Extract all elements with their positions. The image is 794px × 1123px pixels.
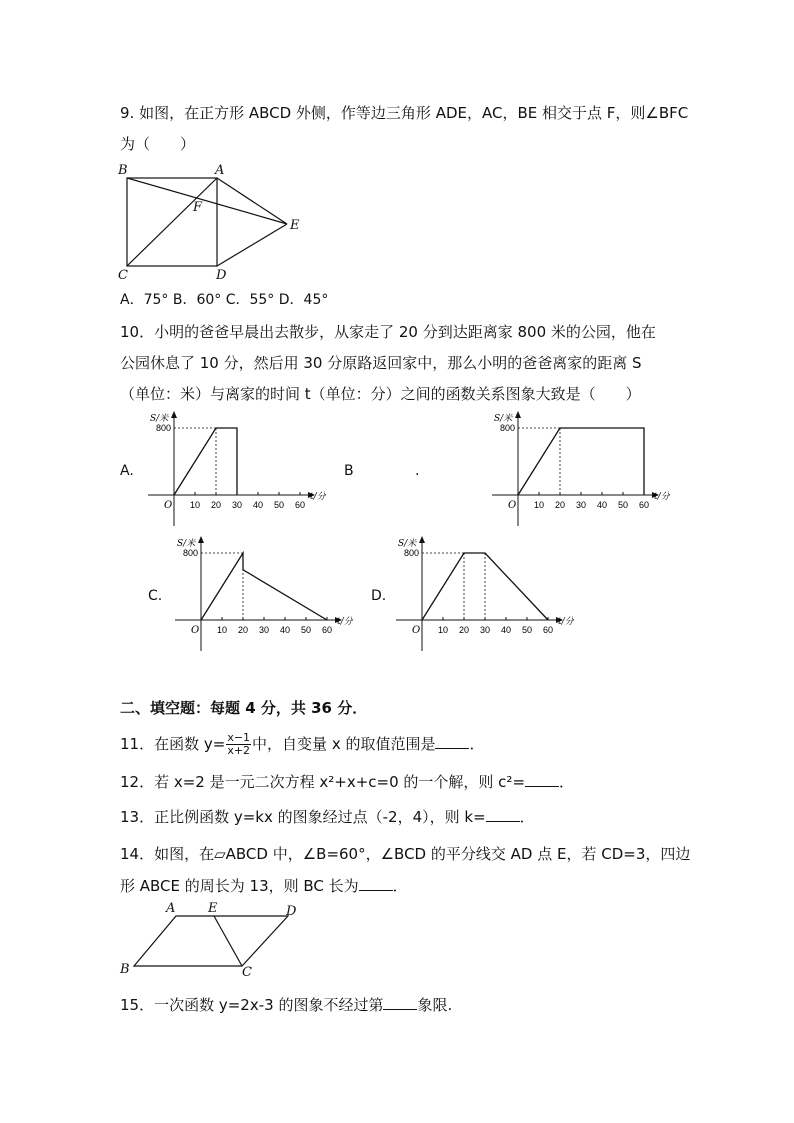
q10-option-b-label: B [344,463,354,479]
graph-b-ytick-label-800: 800 [499,423,515,433]
q15-suffix: 象限. [417,996,453,1014]
graph-a-tick-label-30: 30 [231,500,243,510]
graph-c-ytick-label-800: 800 [182,548,198,558]
graph-a-xlabel: t/分 [310,492,326,502]
graph-b-series-line [518,428,644,495]
q10-graph-c [175,533,357,653]
graph-c-tick-label-20: 20 [237,625,249,635]
q14-stem-line2 [120,875,408,896]
q13-answer-blank[interactable] [486,809,520,822]
graph-b-tick-label-30: 30 [575,500,587,510]
graph-d-tick-label-20: 20 [458,625,470,635]
q14-label-b: B [120,962,130,977]
graph-b-tick-label-40: 40 [596,500,608,510]
graph-c-tick-label-30: 30 [258,625,270,635]
q10-graph-b [492,408,674,528]
graph-c-tick-label-40: 40 [279,625,291,635]
graph-d-xlabel: t/分 [558,617,574,627]
q9-label-d: D [216,268,227,283]
q13-period: ． [519,808,535,826]
graph-c-origin: O [191,625,200,636]
q12-text: 12．若 x=2 是一元二次方程 x²+x+c=0 的一个解，则 c²= [120,773,526,791]
graph-d-tick-label-40: 40 [500,625,512,635]
graph-c-series-line [201,553,327,620]
graph-c-ylabel: S/米 [177,539,196,549]
q9-label-c: C [118,268,128,283]
q10-graph-d [396,533,578,653]
q12-period: ． [559,773,575,791]
q10-stem-line2: 公园休息了 10 分，然后用 30 分原路返回家中，那么小明的爸爸离家的距离 S [120,354,642,372]
graph-a-tick-label-40: 40 [252,500,264,510]
q11-answer-blank[interactable] [435,736,469,749]
graph-a-ylabel: S/米 [150,414,169,424]
q11-suffix: 中，自变量 x 的取值范围是 [252,735,436,753]
q11-denominator: x+2 [227,744,251,757]
q10-stem-line3: （单位：米）与离家的时间 t（单位：分）之间的函数关系图象大致是（ ） [120,385,641,403]
q9-label-a: A [215,163,225,178]
q10-option-b-dot: . [415,463,420,479]
q9-options: A．75° B．60° C．55° D．45° [120,292,329,308]
q14-stem-line1: 14．如图，在▱ABCD 中，∠B=60°，∠BCD 的平分线交 AD 点 E，若 CD=3，四边 [120,845,691,863]
q10-stem-line1: 10．小明的爸爸早晨出去散步，从家走了 20 分到达距离家 800 米的公园，他在 [120,323,656,341]
graph-a-tick-label-10: 10 [189,500,201,510]
q9-label-f: F [193,200,203,215]
q15-stem [120,994,452,1015]
section-2-title: 二、填空题：每题 4 分，共 36 分． [120,699,368,717]
q9-label-b: B [118,163,128,178]
q9-label-e: E [290,218,300,233]
q14-label-a: A [166,901,176,916]
graph-d-origin: O [412,625,421,636]
q11-fraction [226,732,251,757]
q12-stem [120,771,574,792]
graph-d-tick-label-50: 50 [521,625,533,635]
q10-option-d-label: D. [371,588,387,604]
graph-a-tick-label-20: 20 [210,500,222,510]
q11-prefix: 11．在函数 y= [120,735,226,753]
graph-b-origin: O [508,500,517,511]
graph-b-tick-label-20: 20 [554,500,566,510]
graph-b-xlabel: t/分 [654,492,670,502]
graph-c-xlabel: t/分 [337,617,353,627]
q11-period: ． [469,735,485,753]
q15-text: 15．一次函数 y=2x-3 的图象不经过第 [120,996,384,1014]
q13-stem [120,806,535,827]
graph-b-tick-label-60: 60 [638,500,650,510]
q10-option-a-label: A. [120,463,134,479]
q11-numerator: x−1 [227,731,251,744]
q9-figure [112,158,312,283]
graph-d-tick-label-60: 60 [542,625,554,635]
q10-option-c-label: C. [148,588,163,604]
q14-figure [116,898,316,980]
graph-d-ylabel: S/米 [398,539,417,549]
q11-stem [120,732,484,757]
graph-b-ylabel: S/米 [494,414,513,424]
q14-label-d: D [286,904,297,919]
graph-a-series-line [174,428,237,495]
q14-label-c: C [242,965,252,980]
graph-a-ytick-label-800: 800 [155,423,171,433]
q9-stem-line1: 9. 如图，在正方形 ABCD 外侧，作等边三角形 ADE，AC，BE 相交于点 F，则∠BFC [120,104,689,122]
graph-d-y-arrow [419,536,425,543]
graph-a-y-arrow [171,411,177,418]
graph-b-tick-label-10: 10 [533,500,545,510]
graph-a-origin: O [164,500,173,511]
q13-text: 13．正比例函数 y=kx 的图象经过点（-2，4），则 k= [120,808,486,826]
q15-answer-blank[interactable] [383,997,417,1010]
q12-answer-blank[interactable] [525,774,559,787]
graph-c-tick-label-50: 50 [300,625,312,635]
graph-d-ytick-label-800: 800 [403,548,419,558]
q14-label-e: E [208,901,218,916]
graph-a-tick-label-60: 60 [294,500,306,510]
q14-period: ． [392,877,408,895]
graph-c-tick-label-60: 60 [321,625,333,635]
q14-text: 形 ABCE 的周长为 13，则 BC 长为 [120,877,359,895]
graph-c-y-arrow [198,536,204,543]
graph-c-tick-label-10: 10 [216,625,228,635]
q9-stem-line2: 为（ ） [120,135,196,153]
graph-d-tick-label-10: 10 [437,625,449,635]
graph-a-tick-label-50: 50 [273,500,285,510]
q10-graph-a [148,408,330,528]
graph-b-y-arrow [515,411,521,418]
graph-d-tick-label-30: 30 [479,625,491,635]
q14-answer-blank[interactable] [359,878,393,891]
graph-b-tick-label-50: 50 [617,500,629,510]
